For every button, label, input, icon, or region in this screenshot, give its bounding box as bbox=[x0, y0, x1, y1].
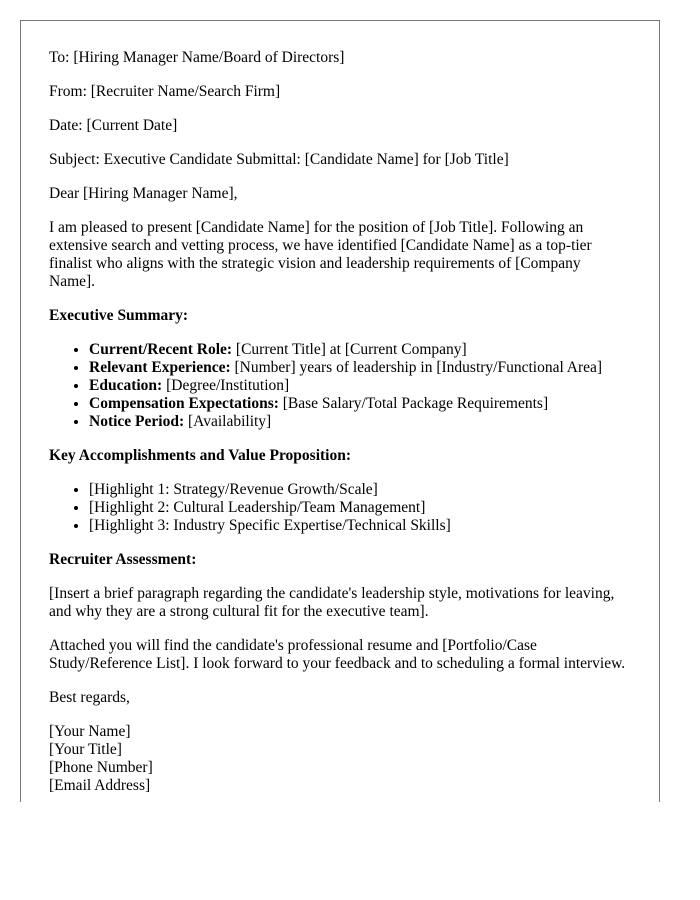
from-line: From: [Recruiter Name/Search Firm] bbox=[49, 83, 281, 100]
salutation: Dear [Hiring Manager Name], bbox=[49, 185, 238, 202]
accomplishment-item: • [Highlight 2: Cultural Leadership/Team Management] bbox=[89, 499, 630, 517]
summary-value: [Base Salary/Total Package Requirements] bbox=[278, 395, 549, 412]
date-line: Date: [Current Date] bbox=[49, 117, 178, 134]
summary-value: [Degree/Institution] bbox=[162, 377, 290, 394]
signature-phone: [Phone Number] bbox=[49, 759, 153, 776]
letter-page bbox=[20, 20, 660, 802]
signature-title: [Your Title] bbox=[49, 741, 122, 758]
summary-value: [Availability] bbox=[184, 413, 272, 430]
summary-label: Relevant Experience: bbox=[89, 359, 231, 376]
accomplishment-item: • [Highlight 3: Industry Specific Expertise/Technical Skills] bbox=[89, 517, 630, 535]
summary-item-compensation bbox=[89, 395, 630, 413]
executive-summary-list bbox=[49, 341, 630, 431]
summary-label: Education: bbox=[89, 377, 163, 394]
summary-label: Compensation Expectations: bbox=[89, 395, 279, 412]
summary-item-education bbox=[89, 377, 630, 395]
executive-summary-heading: Executive Summary: bbox=[49, 307, 189, 324]
closing-paragraph: Attached you will find the candidate's professional resume and [Portfolio/Case Study/Reference List]. I look forward to your feedback and to scheduling a formal interview. bbox=[49, 637, 626, 672]
accomplishments-list bbox=[49, 481, 630, 535]
summary-item-notice bbox=[89, 413, 630, 431]
accomplishments-heading: Key Accomplishments and Value Proposition: bbox=[49, 447, 352, 464]
to-line: To: [Hiring Manager Name/Board of Directors] bbox=[49, 49, 345, 66]
accomplishment-item: • [Highlight 1: Strategy/Revenue Growth/Scale] bbox=[89, 481, 630, 499]
summary-label: Notice Period: bbox=[89, 413, 185, 430]
assessment-paragraph: [Insert a brief paragraph regarding the candidate's leadership style, motivations for leaving, and why they are a strong cultural fit for the executive team]. bbox=[49, 585, 615, 620]
signature-name: [Your Name] bbox=[49, 723, 131, 740]
summary-item-experience bbox=[89, 359, 630, 377]
signature-email: [Email Address] bbox=[49, 777, 151, 794]
signature-block bbox=[49, 723, 630, 795]
summary-value: [Current Title] at [Current Company] bbox=[232, 341, 467, 358]
summary-value: [Number] years of leadership in [Industry/Functional Area] bbox=[230, 359, 603, 376]
assessment-heading: Recruiter Assessment: bbox=[49, 551, 197, 568]
subject-line: Subject: Executive Candidate Submittal: [Candidate Name] for [Job Title] bbox=[49, 151, 509, 168]
intro-paragraph: I am pleased to present [Candidate Name] for the position of [Job Title]. Following an extensive search and vetting process, we have identified [Candidate Name] as a top-tier finalist who aligns with the strategic vision and leadership requirements of [Company Name]. bbox=[49, 219, 592, 290]
summary-item-role bbox=[89, 341, 630, 359]
letter-content bbox=[21, 21, 659, 795]
signoff: Best regards, bbox=[49, 689, 130, 706]
summary-label: Current/Recent Role: bbox=[89, 341, 233, 358]
